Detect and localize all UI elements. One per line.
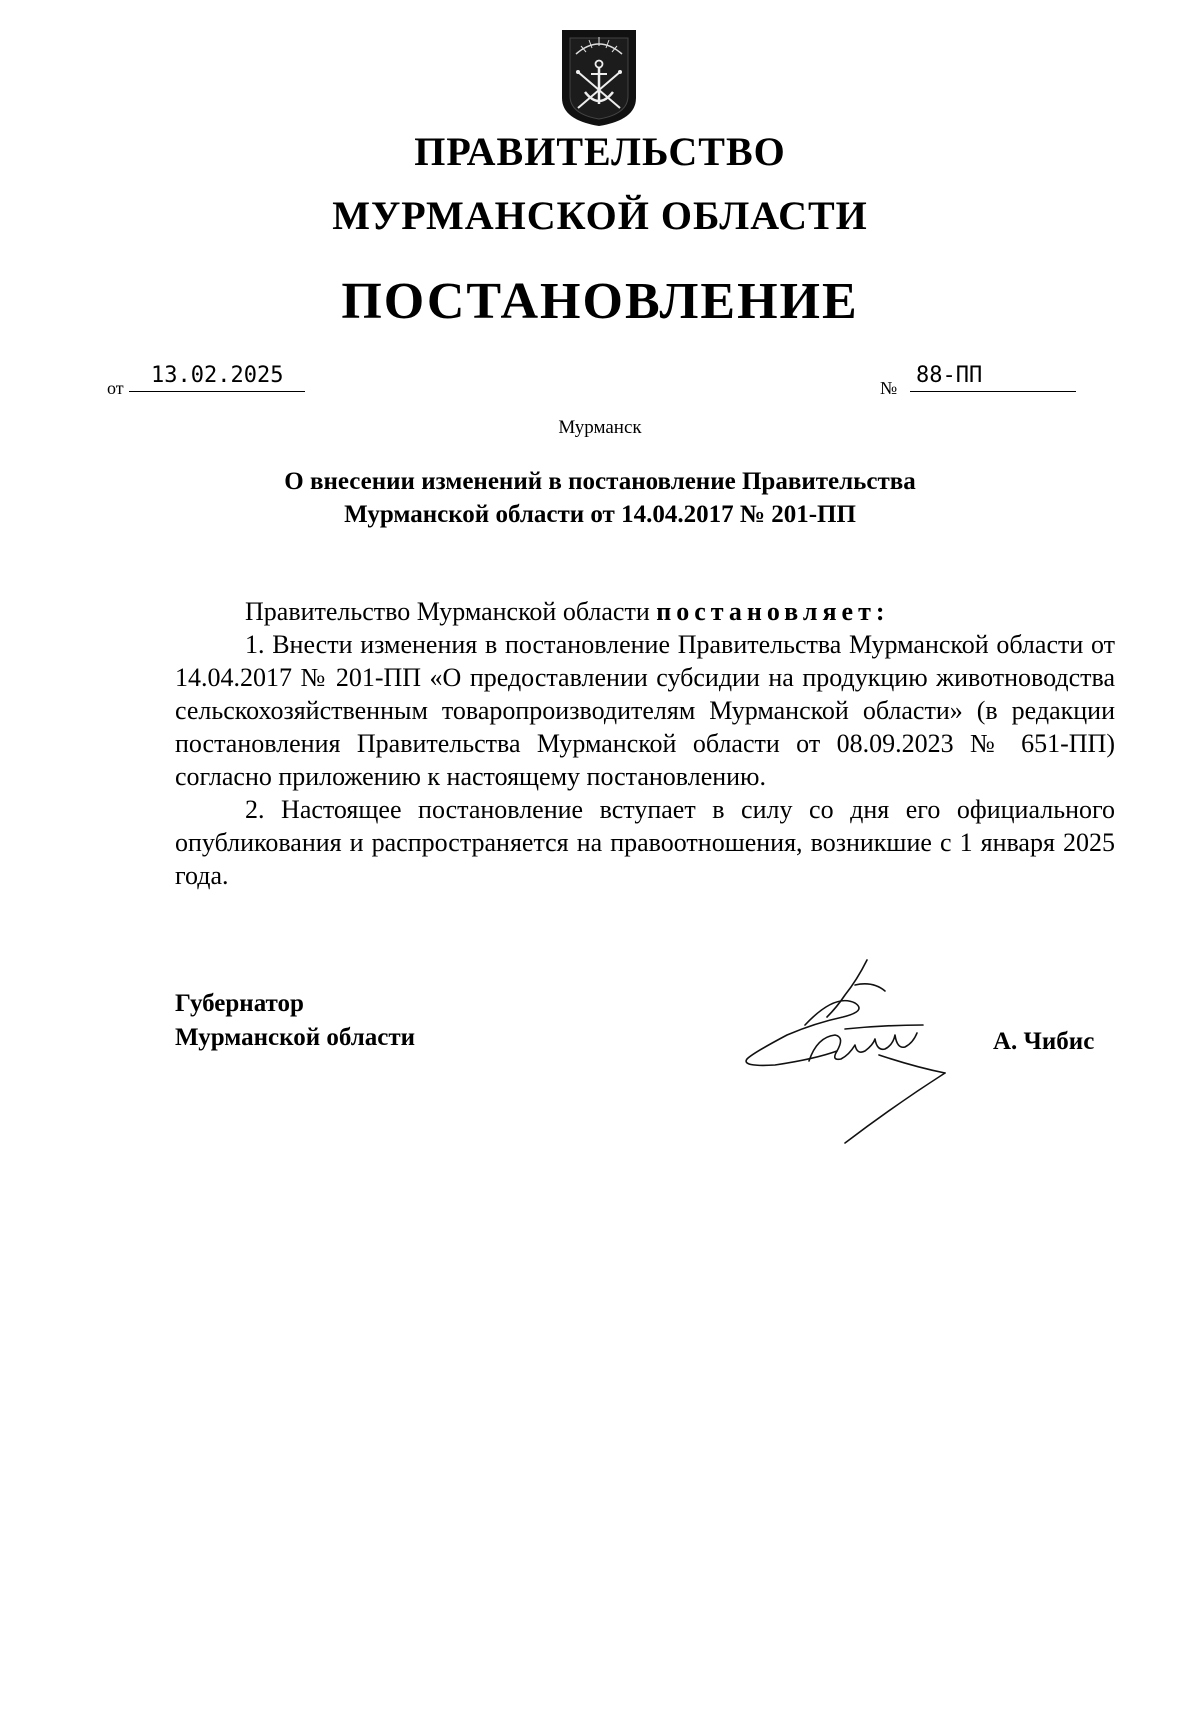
document-subject [0,465,1200,531]
city: Мурманск [558,417,642,438]
position-line1: Губернатор [175,990,304,1017]
number-value: 88-ПП [910,362,1076,392]
org-name-line2: МУРМАНСКОЙ ОБЛАСТИ [332,193,868,238]
body-item-2: 2. Настоящее постановление вступает в силу со дня его официального опубликования и распространяется на правоотношения, возникшие с 1 января 2025 года. [175,795,1115,890]
intro-resolves: постановляет: [656,597,890,626]
body-intro [175,595,1115,628]
document-date [107,363,284,399]
subject-line2: Мурманской области от 14.04.2017 № 201-ПП [344,501,856,528]
signer-name: А. Чибис [993,1028,1095,1055]
body-item-1: 1. Внести изменения в постановление Правительства Мурманской области от 14.04.2017 № 201-ПП «О предоставлении субсидии на продукцию животноводства сельскохозяйственным товаропроизводителям Мурманской области» (в редакции постановления Правительства Мурманской области от 08.09.2023 № 651-ПП) согласно приложению к настоящему постановлению. [175,630,1115,791]
handwritten-signature-icon [745,955,955,1145]
number-prefix: № [880,378,898,398]
intro-text: Правительство Мурманской области [245,597,657,626]
document-number [880,363,983,399]
document-body [175,595,1115,892]
coat-of-arms-icon [560,28,638,128]
date-prefix: от [107,378,124,398]
subject-line1: О внесении изменений в постановление Правительства [284,468,916,495]
org-name-line1: ПРАВИТЕЛЬСТВО [414,129,786,174]
date-value: 13.02.2025 [129,362,305,392]
document-type: ПОСТАНОВЛЕНИЕ [341,273,859,330]
signer-position [175,987,415,1055]
position-line2: Мурманской области [175,1024,416,1051]
